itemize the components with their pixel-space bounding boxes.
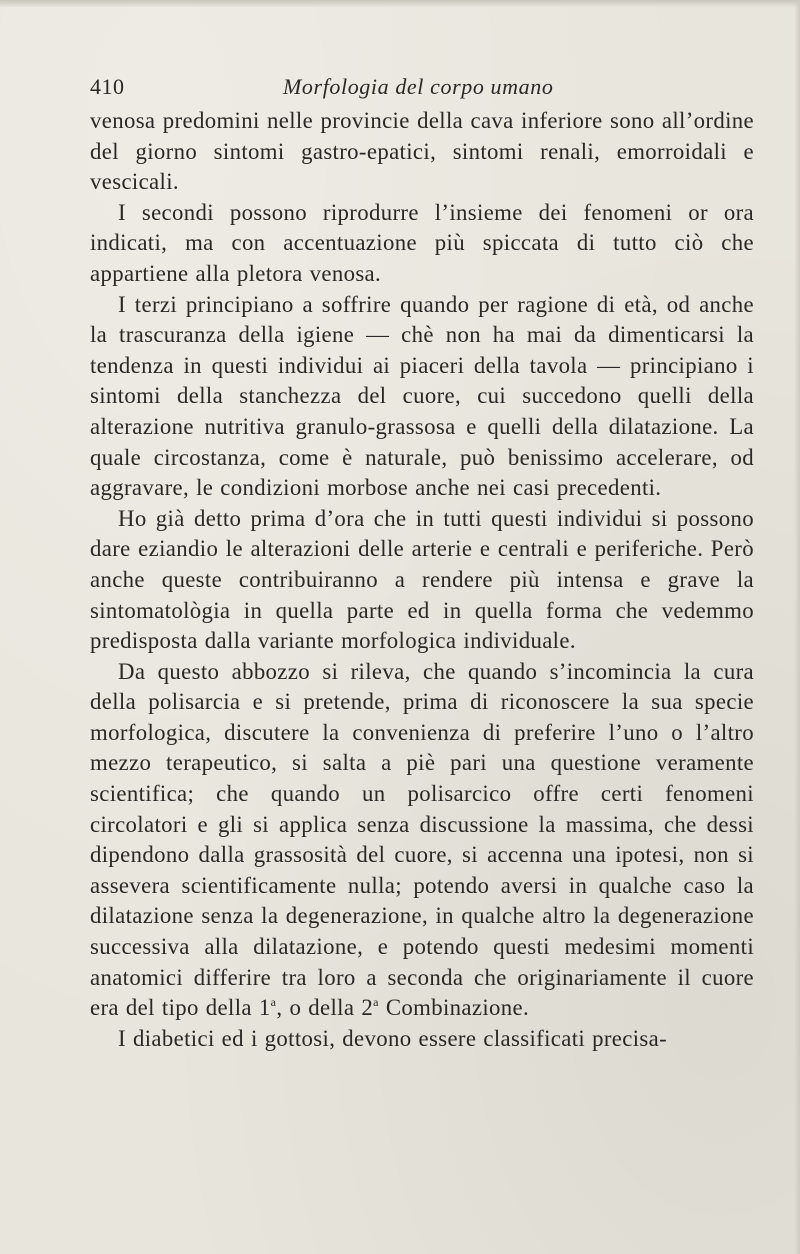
page-number: 410	[90, 74, 125, 99]
paragraph-1: venosa predomini nelle provincie della cava inferiore sono all’ordine del giorno sintomi gastro-epatici, sintomi renali, emorroidali e vescicali.	[90, 108, 754, 195]
paragraph-5-end: tipo della 1$^a$, o della 2$^a$ Combinazione.	[161, 995, 530, 1021]
paragraph-5-text: Da questo abbozzo si rileva, che quando s’incomincia la cura della polisarcia e si pretende, prima di riconoscere la sua specie morfologica, discutere la convenienza di preferire l’uno o l’altro mezzo terapeutico, si salta a piè pari una questione veramente scientifica; che quando un polisarcico offre certi fenomeni circolatori e gli si applica senza discussione la massima, che dessi dipendono dalla grassosità del cuore, si accenna una ipotesi, non si assevera scientificamente nulla; potendo aversi in qualche caso la dilatazione senza la degenerazione, in qualche altro la degenerazione successiva alla dilatazione, e potendo questi medesimi momenti anatomici differire tra loro a seconda che originariamente il cuore era del	[90, 658, 754, 1021]
page-header	[90, 72, 754, 106]
paragraph-4: Ho già detto prima d’ora che in tutti questi individui si possono dare eziandio le alterazioni delle arterie e centrali e periferiche. Però anche queste contribuiranno a rendere più intensa e grave la sintomatològia in quella parte ed in quella forma che vedemmo predisposta dalla variante morfologica individuale.	[90, 505, 754, 654]
body-text	[90, 106, 754, 1054]
ordinal-superscript: a	[373, 995, 379, 1010]
paragraph-6: I diabetici ed i gottosi, devono essere classificati precisa-	[118, 1025, 668, 1051]
page-top-edge	[0, 0, 800, 7]
ordinal-superscript: a	[270, 995, 277, 1010]
paragraph-5	[90, 657, 754, 1024]
book-page	[90, 72, 754, 1054]
paragraph-2: I secondi possono riprodurre l’insieme dei fenomeni or ora indicati, ma con accentuazione più spiccata di tutto ciò che appartiene alla pletora venosa.	[90, 199, 754, 286]
running-title: Morfologia del corpo umano	[283, 74, 554, 99]
page-right-edge	[794, 0, 800, 1254]
paragraph-3: I terzi principiano a soffrire quando per ragione di età, od anche la trascuranza della igiene — chè non ha mai da dimenticarsi la tendenza in questi individui ai piaceri della tavola — principiano i sintomi della stanchezza del cuore, cui succedono quelli della alterazione nutritiva granulo-grassosa e quelli della dilatazione. La quale circostanza, come è naturale, può benissimo accelerare, od aggravare, le condizioni morbose anche nei casi precedenti.	[90, 291, 754, 501]
